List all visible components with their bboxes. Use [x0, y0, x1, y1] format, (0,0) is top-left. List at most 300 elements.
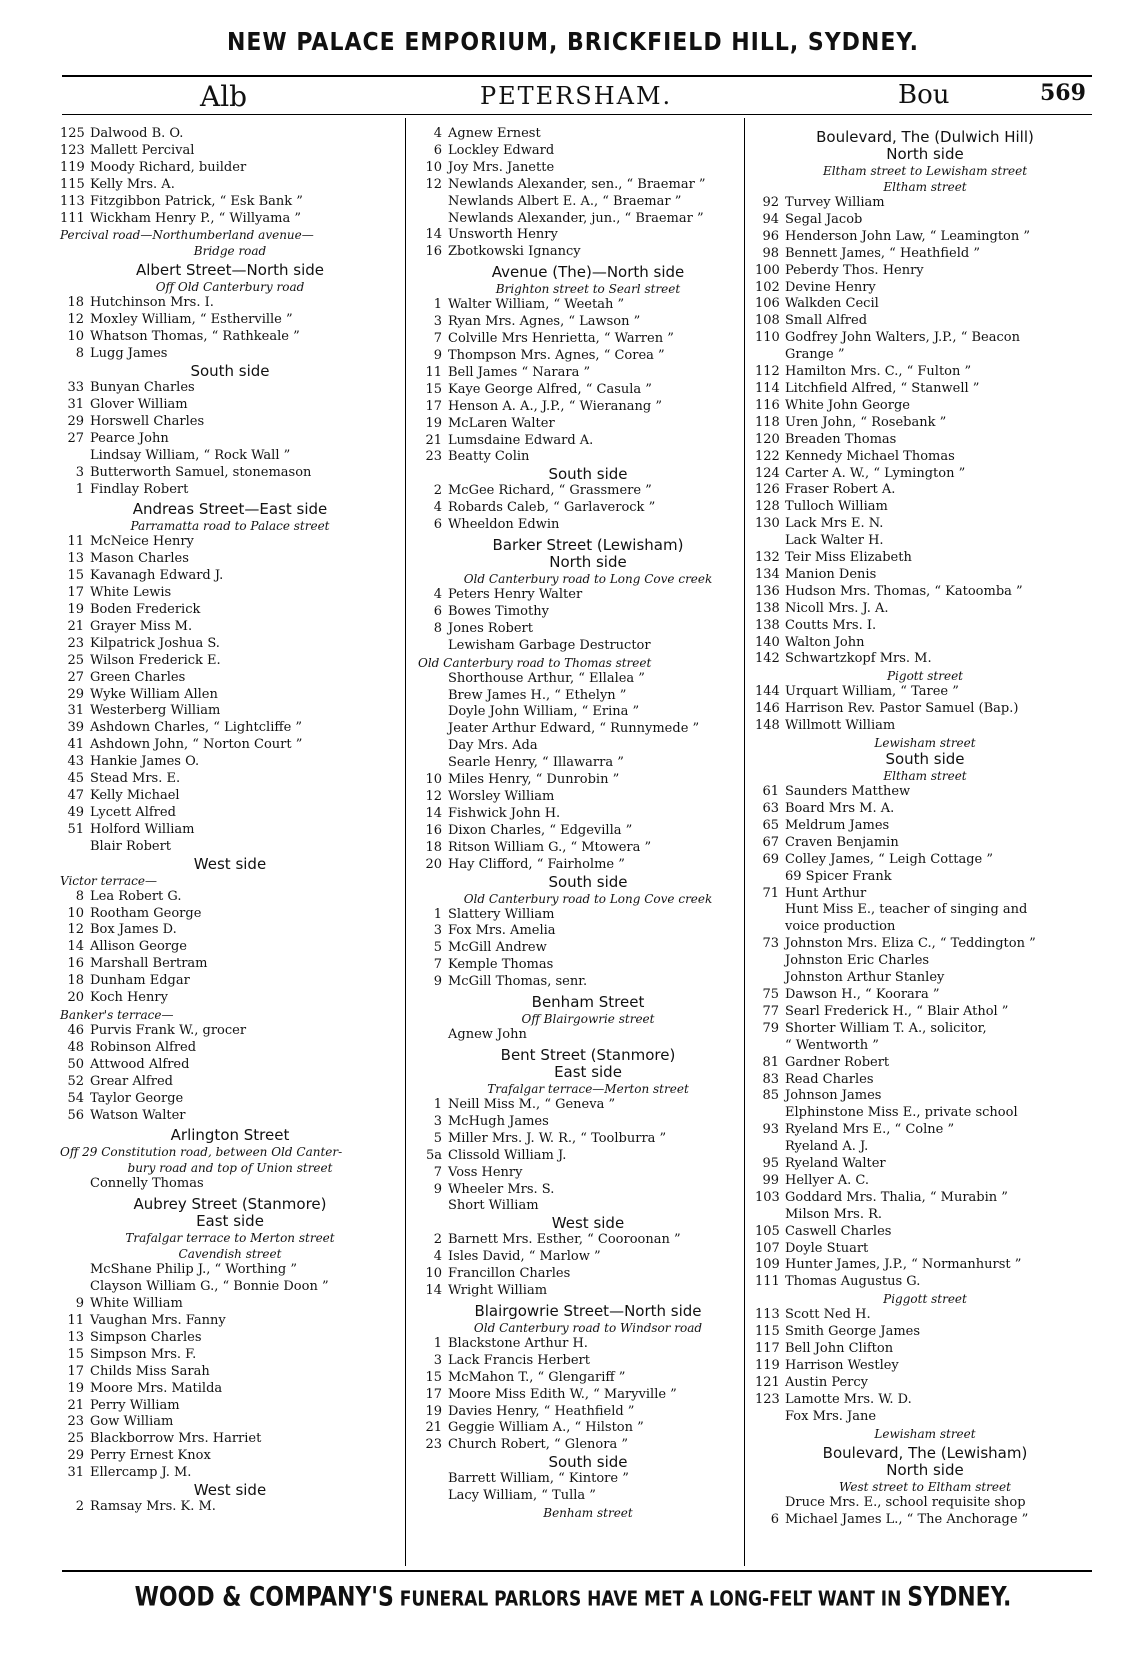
- directory-entry: [60, 431, 400, 448]
- house-number: [755, 1105, 779, 1122]
- directory-entry-continued: [60, 1262, 400, 1279]
- directory-entry: [60, 1313, 400, 1330]
- directory-entry: [418, 1249, 758, 1266]
- directory-entry: [418, 789, 758, 806]
- house-number: 4: [433, 126, 442, 141]
- directory-entry-continued: [418, 671, 758, 688]
- resident-name: McMahon T., “ Glengariff ”: [448, 1369, 626, 1385]
- house-number: [418, 688, 442, 705]
- resident-name: Horswell Charles: [90, 413, 205, 429]
- directory-entry: [60, 1398, 400, 1415]
- resident-name: Kennedy Michael Thomas: [785, 448, 955, 464]
- resident-name: Godfrey John Walters, J.P., “ Beacon: [785, 330, 1020, 346]
- house-number: 123: [60, 142, 85, 158]
- resident-name: Barnett Mrs. Esther, “ Cooroonan ”: [448, 1232, 681, 1248]
- resident-name: Teir Miss Elizabeth: [785, 550, 912, 566]
- resident-name: Smith George James: [785, 1324, 921, 1340]
- house-number: 138: [755, 600, 780, 616]
- resident-name: Lumsdaine Edward A.: [448, 432, 594, 448]
- resident-name: Ryan Mrs. Agnes, “ Lawson ”: [448, 314, 641, 330]
- resident-name: Breaden Thomas: [785, 431, 897, 447]
- directory-entry: [418, 143, 758, 160]
- street-boundary-note: Eltham street to Lewisham street: [822, 164, 1028, 178]
- house-number: [60, 1262, 84, 1279]
- resident-name: Wickham Henry P., “ Willyama ”: [90, 210, 301, 226]
- house-number: 113: [755, 1307, 780, 1323]
- directory-entry: [60, 973, 400, 990]
- resident-name: Nicoll Mrs. J. A.: [785, 600, 889, 616]
- street-boundary-note: Brighton street to Searl street: [495, 282, 681, 297]
- resident-name: Beatty Colin: [448, 449, 530, 465]
- street-boundary-note: Trafalgar terrace—Merton street: [487, 1081, 689, 1096]
- house-number: 39: [67, 720, 84, 736]
- resident-name: Devine Henry: [785, 279, 876, 295]
- house-number: 12: [425, 789, 442, 804]
- directory-entry: [418, 365, 758, 382]
- directory-entry: [755, 1088, 1095, 1105]
- directory-entry: [60, 670, 400, 687]
- directory-entry-continued: [60, 839, 400, 856]
- resident-name: Miles Henry, “ Dunrobin ”: [448, 772, 620, 788]
- directory-entry-continued: [60, 1279, 400, 1296]
- resident-name: Saunders Matthew: [785, 784, 911, 800]
- resident-name: Whatson Thomas, “ Rathkeale ”: [90, 329, 300, 345]
- resident-name: Willmott William: [785, 718, 896, 734]
- resident-name: Ryeland A. J.: [785, 1139, 869, 1155]
- directory-entry: [418, 621, 758, 638]
- directory-column-3: [755, 126, 1095, 1528]
- side-heading: South side: [548, 1453, 628, 1472]
- resident-name: Segal Jacob: [785, 211, 863, 227]
- directory-entry: [418, 1182, 758, 1199]
- house-number: 18: [67, 973, 84, 989]
- column-divider-1: [405, 118, 406, 1566]
- directory-entry: [418, 399, 758, 416]
- directory-entry-continued: [60, 448, 400, 465]
- resident-name: McShane Philip J., “ Worthing ”: [90, 1262, 297, 1278]
- house-number: 19: [67, 602, 84, 618]
- house-number: 142: [755, 651, 780, 667]
- resident-name: White William: [90, 1296, 183, 1312]
- directory-entry: [60, 805, 400, 822]
- resident-name: Unsworth Henry: [448, 227, 558, 243]
- side-heading: North side: [549, 553, 627, 572]
- resident-name: Hunter James, J.P., “ Normanhurst ”: [785, 1257, 1022, 1273]
- resident-name: Dunham Edgar: [90, 973, 190, 989]
- house-number: 132: [755, 550, 780, 566]
- directory-entry: [60, 160, 400, 177]
- directory-entry: [418, 1420, 758, 1437]
- resident-name: Hudson Mrs. Thomas, “ Katoomba ”: [785, 583, 1023, 599]
- house-number: 23: [425, 449, 442, 465]
- house-number: 49: [67, 804, 84, 820]
- directory-entry-continued: [418, 721, 758, 738]
- directory-entry: [60, 211, 400, 228]
- resident-name: Blackborrow Mrs. Harriet: [90, 1431, 262, 1447]
- directory-entry: [418, 1165, 758, 1182]
- house-number: 12: [67, 312, 84, 328]
- resident-name: Lea Robert G.: [90, 888, 182, 904]
- house-number: 29: [67, 686, 84, 702]
- directory-entry: [755, 1358, 1095, 1375]
- directory-entry: [418, 126, 758, 143]
- footer-part-3: SYDNEY.: [907, 1582, 1012, 1613]
- directory-entry: [755, 1122, 1095, 1139]
- resident-name: McGill Thomas, senr.: [448, 974, 588, 990]
- header-rule: [62, 114, 1092, 115]
- house-number: 110: [755, 330, 780, 346]
- side-heading: East side: [196, 1212, 264, 1231]
- resident-name: Hunt Miss E., teacher of singing and: [785, 902, 1028, 918]
- directory-entry-continued: [418, 755, 758, 772]
- directory-entry: [418, 517, 758, 534]
- resident-name: Taylor George: [90, 1090, 184, 1106]
- directory-entry-continued: [418, 688, 758, 705]
- house-number: [755, 533, 779, 550]
- resident-name: Craven Benjamin: [785, 834, 899, 850]
- house-number: 15: [67, 568, 84, 584]
- street-boundary-note: Old Canterbury road to Long Cove creek: [463, 891, 713, 906]
- resident-name: Johnson James: [785, 1088, 882, 1104]
- resident-name: Lewisham Garbage Destructor: [448, 637, 651, 653]
- directory-entry: [418, 177, 758, 194]
- house-number: 31: [67, 1465, 84, 1481]
- resident-name: Isles David, “ Marlow ”: [448, 1249, 601, 1265]
- directory-entry: [60, 922, 400, 939]
- house-number: 113: [60, 193, 85, 209]
- resident-name: Scott Ned H.: [785, 1307, 871, 1323]
- resident-name: Harrison Rev. Pastor Samuel (Bap.): [785, 701, 1019, 717]
- directory-entry: [418, 1336, 758, 1353]
- resident-name: Box James D.: [90, 922, 177, 938]
- directory-entry: [60, 619, 400, 636]
- resident-name: Schwartzkopf Mrs. M.: [785, 651, 932, 667]
- house-number: 21: [425, 432, 442, 448]
- house-number: 120: [755, 431, 780, 447]
- resident-name: Slattery William: [448, 906, 555, 922]
- bottom-rule: [62, 1570, 1092, 1572]
- side-heading: South side: [548, 872, 628, 891]
- resident-name: Moody Richard, builder: [90, 159, 247, 175]
- house-number: 9: [433, 347, 442, 363]
- house-number: 65: [762, 817, 779, 833]
- directory-entry: [755, 567, 1095, 584]
- house-number: 79: [762, 1020, 779, 1036]
- directory-entry: [60, 771, 400, 788]
- resident-name: Litchfield Alfred, “ Stanwell ”: [785, 380, 980, 396]
- resident-name: Bowes Timothy: [448, 603, 549, 619]
- directory-entry: [418, 1283, 758, 1300]
- directory-entry: [755, 415, 1095, 432]
- resident-name: Grange ”: [785, 347, 845, 363]
- house-number: 56: [67, 1107, 84, 1123]
- house-number: 122: [755, 448, 780, 464]
- directory-entry: [418, 1353, 758, 1370]
- house-number: 117: [755, 1341, 780, 1357]
- directory-entry: [60, 703, 400, 720]
- resident-name: “ Wentworth ”: [785, 1037, 879, 1053]
- house-number: 45: [67, 771, 84, 787]
- directory-entry: [418, 604, 758, 621]
- directory-entry: [60, 788, 400, 805]
- resident-name: Johnston Mrs. Eliza C., “ Teddington ”: [785, 936, 1036, 952]
- street-boundary-note: Benham street: [543, 1506, 633, 1521]
- resident-name: Hutchinson Mrs. I.: [90, 295, 214, 311]
- resident-name: Coutts Mrs. I.: [785, 617, 877, 633]
- house-number: 75: [762, 986, 779, 1002]
- house-number: 71: [762, 885, 779, 901]
- directory-entry-continued: [755, 1105, 1095, 1122]
- house-number: 81: [762, 1054, 779, 1070]
- resident-name: Barrett William, “ Kintore ”: [448, 1471, 629, 1487]
- house-number: 15: [425, 381, 442, 397]
- footer-part-1: WOOD & COMPANY'S: [134, 1582, 394, 1613]
- house-number: 4: [433, 1249, 442, 1265]
- house-number: 12: [425, 176, 442, 192]
- directory-entry: [418, 1097, 758, 1114]
- house-number: 20: [67, 990, 84, 1006]
- resident-name: Short William: [448, 1198, 539, 1214]
- house-number: 17: [425, 398, 442, 414]
- directory-entry: [755, 835, 1095, 852]
- directory-entry: [755, 280, 1095, 297]
- house-number: 1: [433, 1335, 442, 1351]
- directory-entry: [755, 296, 1095, 313]
- resident-name: Dalwood B. O.: [90, 126, 184, 141]
- directory-entry: [755, 601, 1095, 618]
- house-number: 93: [762, 1122, 779, 1138]
- resident-name: Moore Mrs. Matilda: [90, 1380, 223, 1396]
- directory-entry-continued: [755, 1038, 1095, 1055]
- resident-name: Ellercamp J. M.: [90, 1465, 192, 1481]
- directory-entry: [418, 227, 758, 244]
- directory-entry: [60, 465, 400, 482]
- directory-entry: [60, 414, 400, 431]
- resident-name: Jones Robert: [448, 620, 533, 636]
- directory-entry: [60, 1091, 400, 1108]
- house-number: 3: [433, 923, 442, 939]
- directory-entry: [755, 432, 1095, 449]
- house-number: 10: [67, 329, 84, 345]
- street-heading: Avenue (The)—North side: [491, 263, 685, 282]
- directory-entry: [60, 990, 400, 1007]
- directory-entry-continued: [755, 1139, 1095, 1156]
- resident-name: Walkden Cecil: [785, 296, 879, 312]
- directory-entry: [60, 380, 400, 397]
- directory-entry: [418, 382, 758, 399]
- resident-name: Fox Mrs. Amelia: [448, 923, 556, 939]
- resident-name: Bunyan Charles: [90, 380, 195, 396]
- directory-entry: [60, 653, 400, 670]
- house-number: 17: [67, 1363, 84, 1379]
- house-number: 115: [60, 176, 85, 192]
- directory-entry: [418, 1114, 758, 1131]
- house-number: 2: [433, 483, 442, 499]
- directory-entry-continued: [755, 953, 1095, 970]
- directory-entry: [755, 1173, 1095, 1190]
- house-number: 14: [425, 227, 442, 243]
- resident-name: Rootham George: [90, 905, 202, 921]
- side-heading: North side: [886, 145, 964, 163]
- resident-name: Mason Charles: [90, 551, 189, 567]
- house-number: 77: [762, 1003, 779, 1019]
- resident-name: McGill Andrew: [448, 940, 547, 956]
- directory-entry-continued: [755, 869, 1095, 886]
- resident-name: Childs Miss Sarah: [90, 1363, 210, 1379]
- resident-name: Uren John, “ Rosebank ”: [785, 414, 947, 430]
- directory-entry: [755, 246, 1095, 263]
- directory-entry: [755, 1156, 1095, 1173]
- resident-name: Worsley William: [448, 789, 555, 804]
- directory-entry: [60, 329, 400, 346]
- directory-entry: [755, 381, 1095, 398]
- resident-name: Henson A. A., J.P., “ Wieranang ”: [448, 398, 663, 414]
- house-number: 17: [67, 585, 84, 601]
- directory-entry: [755, 1324, 1095, 1341]
- directory-entry: [755, 1512, 1095, 1529]
- house-number: 16: [425, 822, 442, 838]
- directory-entry: [60, 1057, 400, 1074]
- street-boundary-note: Banker's terrace—: [60, 1007, 174, 1022]
- directory-entry: [60, 1448, 400, 1465]
- resident-name: Kavanagh Edward J.: [90, 568, 224, 584]
- resident-name: Dawson H., “ Koorara ”: [785, 986, 940, 1002]
- house-number: [418, 1198, 442, 1215]
- resident-name: Doyle John William, “ Erina ”: [448, 704, 640, 720]
- house-number: 21: [425, 1420, 442, 1436]
- resident-name: Blackstone Arthur H.: [448, 1335, 588, 1351]
- footer-part-2: FUNERAL PARLORS HAVE MET A LONG-FELT WANT IN: [393, 1587, 908, 1612]
- street-boundary-note: Old Canterbury road to Long Cove creek: [463, 572, 713, 587]
- house-number: 21: [67, 1397, 84, 1413]
- directory-entry-continued: [418, 1471, 758, 1488]
- house-number: 7: [433, 957, 442, 973]
- footer-advert: [0, 1583, 1146, 1613]
- resident-name: Wyke William Allen: [90, 686, 218, 702]
- directory-column-1: [60, 126, 400, 1516]
- house-number: 115: [755, 1324, 780, 1340]
- house-number: 9: [433, 1181, 442, 1197]
- house-number: 69: [762, 851, 779, 867]
- resident-name: Bell John Clifton: [785, 1341, 894, 1357]
- house-number: [755, 347, 779, 364]
- directory-entry: [60, 568, 400, 585]
- resident-name: Lockley Edward: [448, 142, 555, 158]
- resident-name: Wright William: [448, 1283, 548, 1299]
- street-heading: Bent Street (Stanmore): [500, 1045, 676, 1064]
- resident-name: Stead Mrs. E.: [90, 771, 181, 787]
- street-boundary-note: Cavendish street: [178, 1247, 282, 1262]
- resident-name: Kilpatrick Joshua S.: [90, 635, 220, 651]
- house-number: 14: [425, 805, 442, 821]
- resident-name: Newlands Alexander, jun., “ Braemar ”: [448, 210, 704, 226]
- header-right-guide: Bou: [898, 80, 950, 110]
- directory-entry: [755, 584, 1095, 601]
- house-number: 29: [67, 413, 84, 429]
- header-locality: PETERSHAM.: [480, 82, 673, 110]
- street-heading: Albert Street—North side: [135, 261, 325, 280]
- house-number: 6: [770, 1511, 779, 1527]
- directory-entry: [755, 229, 1095, 246]
- directory-entry: [418, 297, 758, 314]
- directory-entry: [60, 1465, 400, 1482]
- house-number: 31: [67, 703, 84, 719]
- resident-name: Peters Henry Walter: [448, 587, 583, 603]
- directory-entry: [60, 602, 400, 619]
- house-number: 103: [755, 1189, 780, 1205]
- house-number: 106: [755, 296, 780, 312]
- resident-name: Neill Miss M., “ Geneva ”: [448, 1096, 616, 1112]
- directory-entry: [755, 1307, 1095, 1324]
- directory-entry: [418, 1387, 758, 1404]
- house-number: 99: [762, 1172, 779, 1188]
- directory-entry: [755, 263, 1095, 280]
- resident-name: Agnew John: [448, 1027, 527, 1043]
- resident-name: Searle Henry, “ Illawarra ”: [448, 755, 624, 771]
- directory-entry: [60, 737, 400, 754]
- street-boundary-note: Lewisham street: [874, 1426, 976, 1441]
- resident-name: Harrison Westley: [785, 1358, 899, 1373]
- house-number: [755, 1038, 779, 1055]
- resident-name: Attwood Alfred: [90, 1056, 190, 1072]
- house-number: 51: [67, 821, 84, 837]
- resident-name: Small Alfred: [785, 313, 868, 329]
- resident-name: Geggie William A., “ Hilston ”: [448, 1420, 644, 1436]
- resident-name: Thompson Mrs. Agnes, “ Corea ”: [448, 347, 665, 363]
- house-number: [60, 448, 84, 465]
- street-boundary-note: bury road and top of Union street: [127, 1161, 333, 1176]
- directory-entry: [418, 348, 758, 365]
- directory-entry: [755, 398, 1095, 415]
- directory-entry: [60, 1381, 400, 1398]
- side-heading: North side: [886, 1460, 964, 1479]
- house-number: 43: [67, 754, 84, 770]
- directory-entry: [418, 244, 758, 261]
- house-number: 6: [433, 142, 442, 158]
- directory-entry: [60, 194, 400, 211]
- house-number: 121: [755, 1374, 780, 1390]
- street-boundary-note: Percival road—Northumberland avenue—: [60, 228, 314, 243]
- resident-name: Watson Walter: [90, 1107, 186, 1123]
- directory-entry: [755, 651, 1095, 668]
- directory-entry: [60, 482, 400, 499]
- house-number: [418, 1027, 442, 1044]
- directory-entry: [418, 974, 758, 991]
- house-number: [418, 194, 442, 211]
- directory-entry: [60, 1108, 400, 1125]
- directory-entry: [418, 1437, 758, 1454]
- resident-name: Gardner Robert: [785, 1054, 890, 1070]
- resident-name: Fox Mrs. Jane: [785, 1408, 877, 1424]
- resident-name: Shorthouse Arthur, “ Ellalea ”: [448, 670, 645, 686]
- directory-column-2: [418, 126, 758, 1521]
- house-number: 4: [433, 587, 442, 603]
- directory-entry: [755, 330, 1095, 347]
- house-number: 63: [762, 801, 779, 816]
- directory-entry-continued: [418, 1198, 758, 1215]
- house-number: 50: [67, 1056, 84, 1072]
- house-number: 19: [425, 1403, 442, 1419]
- directory-entry: [755, 1392, 1095, 1409]
- resident-name: Robinson Alfred: [90, 1039, 197, 1055]
- resident-name: Wheeldon Edwin: [448, 517, 560, 533]
- house-number: 4: [433, 500, 442, 516]
- directory-entry: [60, 1330, 400, 1347]
- house-number: 17: [425, 1386, 442, 1402]
- resident-name: Ashdown Charles, “ Lightcliffe ”: [90, 720, 303, 736]
- resident-name: Hankie James O.: [90, 754, 200, 770]
- resident-name: Thomas Augustus G.: [785, 1274, 921, 1290]
